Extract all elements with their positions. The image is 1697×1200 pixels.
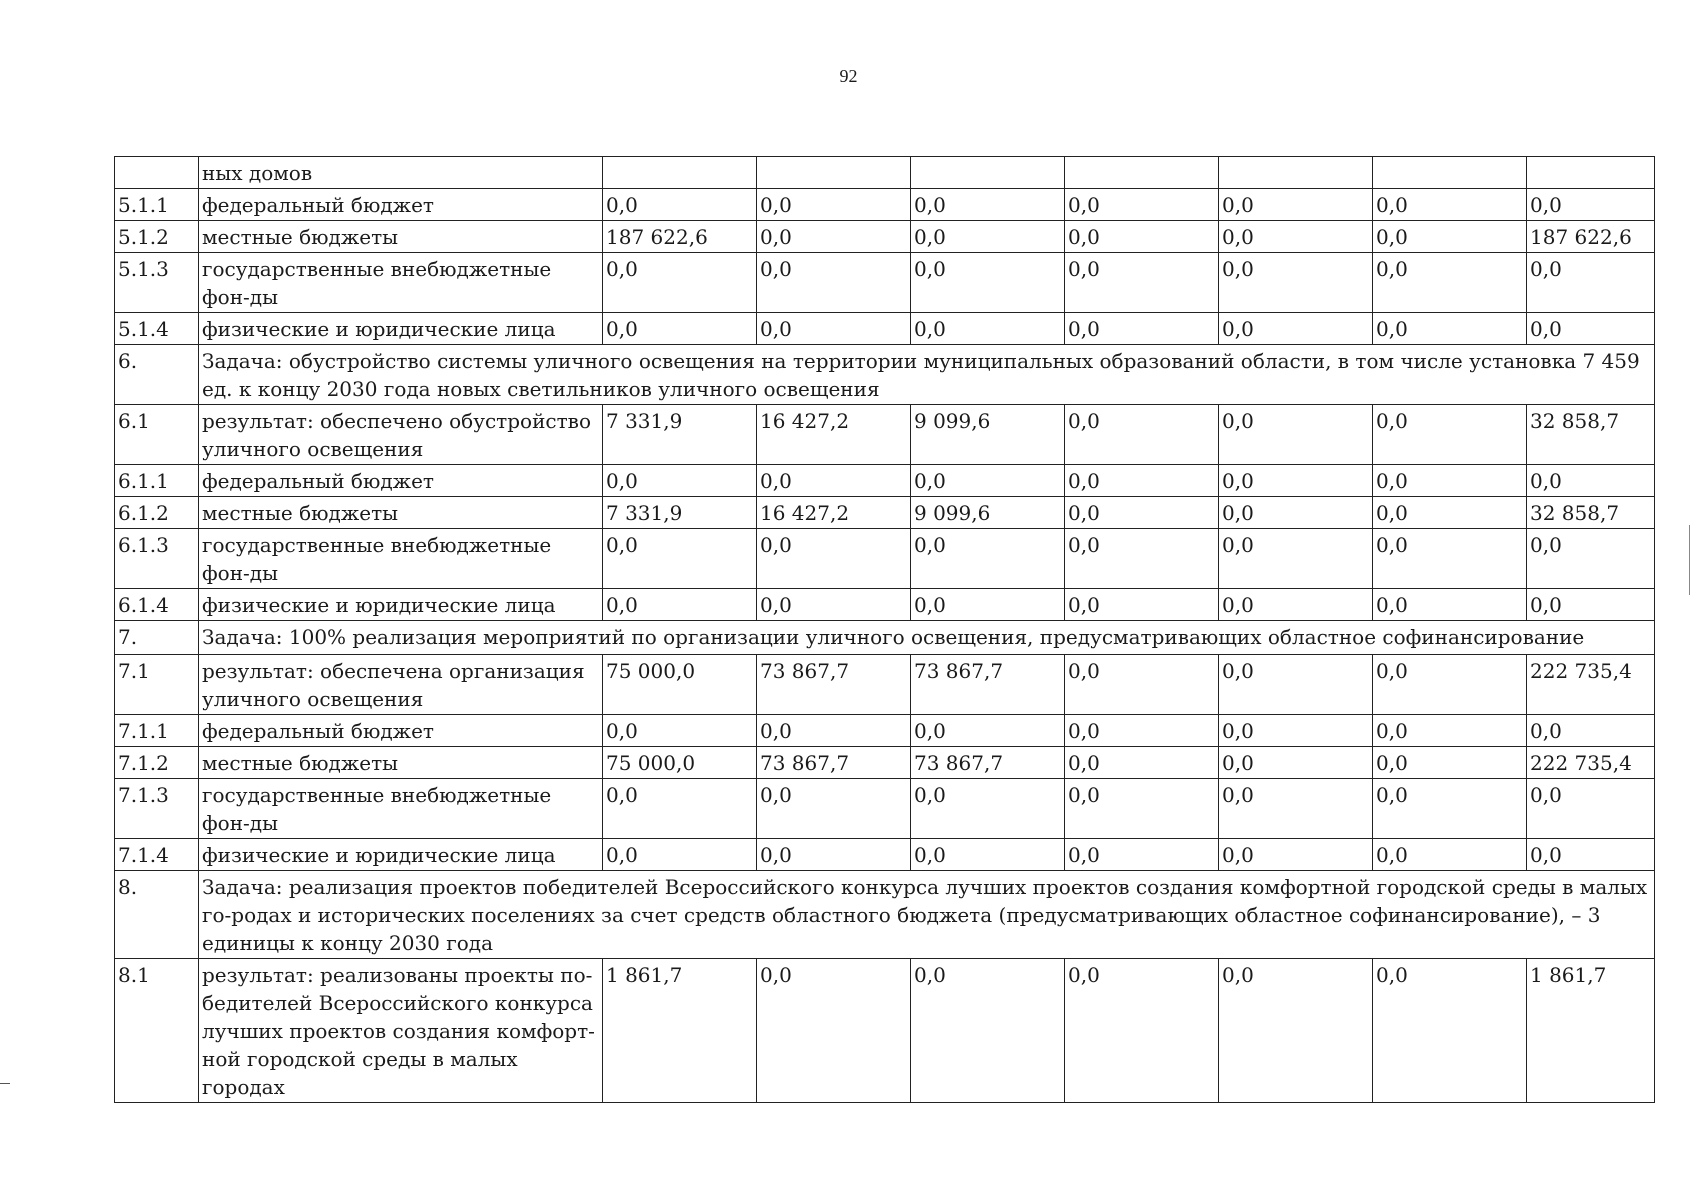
value-cell: 0,0 [1219, 779, 1373, 839]
value-cell: 0,0 [1527, 839, 1655, 871]
row-code: 6.1 [115, 405, 199, 465]
value-cell: 0,0 [1219, 465, 1373, 497]
row-name: результат: обеспечено обустройство уличного освещения [199, 405, 603, 465]
value-cell: 73 867,7 [911, 655, 1065, 715]
value-cell: 0,0 [757, 839, 911, 871]
row-name: государственные внебюджетные фон-ды [199, 779, 603, 839]
value-cell: 0,0 [911, 529, 1065, 589]
row-code: 6. [115, 345, 199, 405]
value-cell: 0,0 [1065, 253, 1219, 313]
value-cell: 1 861,7 [1527, 959, 1655, 1103]
value-cell [1065, 157, 1219, 189]
table-row [115, 313, 1655, 345]
value-cell: 0,0 [1219, 405, 1373, 465]
value-cell: 0,0 [1065, 959, 1219, 1103]
value-cell: 0,0 [1527, 715, 1655, 747]
table-row [115, 189, 1655, 221]
value-cell: 0,0 [1373, 589, 1527, 621]
value-cell: 0,0 [757, 465, 911, 497]
page-number: 92 [839, 66, 858, 86]
value-cell: 0,0 [1373, 529, 1527, 589]
table-row [115, 221, 1655, 253]
row-code: 7. [115, 621, 199, 655]
row-name: местные бюджеты [199, 747, 603, 779]
row-code: 7.1.3 [115, 779, 199, 839]
value-cell: 0,0 [1527, 529, 1655, 589]
value-cell: 75 000,0 [603, 747, 757, 779]
table-body [115, 157, 1655, 1103]
value-cell: 1 861,7 [603, 959, 757, 1103]
task-description: Задача: 100% реализация мероприятий по организации уличного освещения, предусматривающих областное софинансирование [199, 621, 1655, 655]
row-code: 7.1.2 [115, 747, 199, 779]
value-cell: 0,0 [1219, 747, 1373, 779]
row-code: 7.1.1 [115, 715, 199, 747]
value-cell: 0,0 [1373, 959, 1527, 1103]
row-code: 6.1.3 [115, 529, 199, 589]
value-cell: 0,0 [1065, 497, 1219, 529]
row-name: ных домов [199, 157, 603, 189]
scan-edge-mark [0, 1083, 10, 1084]
value-cell [603, 157, 757, 189]
row-code: 5.1.1 [115, 189, 199, 221]
row-code: 6.1.4 [115, 589, 199, 621]
scan-edge-mark-right [1689, 525, 1690, 595]
value-cell: 0,0 [911, 221, 1065, 253]
value-cell: 0,0 [603, 465, 757, 497]
value-cell: 0,0 [1527, 589, 1655, 621]
value-cell: 0,0 [1527, 465, 1655, 497]
value-cell: 0,0 [757, 959, 911, 1103]
table-row [115, 405, 1655, 465]
value-cell: 73 867,7 [911, 747, 1065, 779]
value-cell: 0,0 [1373, 715, 1527, 747]
value-cell: 0,0 [1373, 253, 1527, 313]
row-name: федеральный бюджет [199, 189, 603, 221]
row-name: физические и юридические лица [199, 589, 603, 621]
value-cell: 0,0 [757, 189, 911, 221]
value-cell: 0,0 [603, 189, 757, 221]
table-row [115, 253, 1655, 313]
value-cell: 0,0 [603, 529, 757, 589]
value-cell: 7 331,9 [603, 497, 757, 529]
row-name: физические и юридические лица [199, 839, 603, 871]
row-code: 7.1.4 [115, 839, 199, 871]
row-name: федеральный бюджет [199, 715, 603, 747]
row-code: 5.1.3 [115, 253, 199, 313]
value-cell: 0,0 [1065, 189, 1219, 221]
value-cell: 0,0 [1065, 747, 1219, 779]
value-cell: 7 331,9 [603, 405, 757, 465]
value-cell: 0,0 [757, 221, 911, 253]
value-cell: 0,0 [1219, 497, 1373, 529]
value-cell: 0,0 [1373, 465, 1527, 497]
value-cell: 0,0 [1373, 405, 1527, 465]
value-cell: 0,0 [1219, 189, 1373, 221]
value-cell: 0,0 [1065, 221, 1219, 253]
table-row [115, 655, 1655, 715]
value-cell: 0,0 [1219, 655, 1373, 715]
value-cell [1219, 157, 1373, 189]
row-code: 6.1.1 [115, 465, 199, 497]
value-cell: 0,0 [1373, 497, 1527, 529]
value-cell: 0,0 [603, 715, 757, 747]
value-cell: 0,0 [1373, 313, 1527, 345]
value-cell: 0,0 [603, 253, 757, 313]
row-code: 5.1.2 [115, 221, 199, 253]
value-cell: 73 867,7 [757, 747, 911, 779]
value-cell: 0,0 [1373, 779, 1527, 839]
value-cell [911, 157, 1065, 189]
table-row [115, 959, 1655, 1103]
value-cell: 0,0 [1527, 253, 1655, 313]
value-cell: 0,0 [1219, 959, 1373, 1103]
row-code: 6.1.2 [115, 497, 199, 529]
value-cell: 0,0 [603, 839, 757, 871]
value-cell: 0,0 [1065, 529, 1219, 589]
value-cell: 0,0 [911, 779, 1065, 839]
value-cell: 0,0 [1219, 313, 1373, 345]
value-cell: 32 858,7 [1527, 405, 1655, 465]
value-cell: 0,0 [757, 779, 911, 839]
value-cell [757, 157, 911, 189]
row-code: 5.1.4 [115, 313, 199, 345]
value-cell: 16 427,2 [757, 497, 911, 529]
value-cell: 0,0 [1219, 589, 1373, 621]
value-cell: 0,0 [603, 779, 757, 839]
value-cell: 222 735,4 [1527, 655, 1655, 715]
value-cell: 0,0 [1373, 747, 1527, 779]
row-name: местные бюджеты [199, 221, 603, 253]
task-description: Задача: реализация проектов победителей Всероссийского конкурса лучших проектов создания комфортной городской среды в малых го-родах и исторических поселениях за счет средств областного бюджета (предусматривающих областное софинансирование), – 3 единицы к концу 2030 года [199, 871, 1655, 959]
value-cell: 0,0 [757, 529, 911, 589]
value-cell: 0,0 [1373, 655, 1527, 715]
value-cell: 32 858,7 [1527, 497, 1655, 529]
row-name: федеральный бюджет [199, 465, 603, 497]
value-cell: 0,0 [757, 715, 911, 747]
row-code [115, 157, 199, 189]
table-row [115, 715, 1655, 747]
value-cell: 0,0 [1065, 313, 1219, 345]
value-cell: 0,0 [911, 189, 1065, 221]
table-row [115, 589, 1655, 621]
row-name: государственные внебюджетные фон-ды [199, 529, 603, 589]
value-cell: 222 735,4 [1527, 747, 1655, 779]
value-cell: 187 622,6 [603, 221, 757, 253]
value-cell: 0,0 [911, 253, 1065, 313]
table-row [115, 465, 1655, 497]
value-cell: 0,0 [757, 313, 911, 345]
value-cell: 16 427,2 [757, 405, 911, 465]
row-name: государственные внебюджетные фон-ды [199, 253, 603, 313]
row-code: 8. [115, 871, 199, 959]
table-row [115, 779, 1655, 839]
value-cell: 0,0 [757, 253, 911, 313]
value-cell [1373, 157, 1527, 189]
table-row [115, 839, 1655, 871]
value-cell: 0,0 [911, 465, 1065, 497]
task-description: Задача: обустройство системы уличного освещения на территории муниципальных образований области, в том числе установка 7 459 ед. к концу 2030 года новых светильников уличного освещения [199, 345, 1655, 405]
row-code: 7.1 [115, 655, 199, 715]
value-cell: 0,0 [1065, 715, 1219, 747]
value-cell [1527, 157, 1655, 189]
table-row [115, 747, 1655, 779]
task-row [115, 621, 1655, 655]
value-cell: 0,0 [1373, 221, 1527, 253]
value-cell: 0,0 [1219, 839, 1373, 871]
value-cell: 0,0 [1219, 529, 1373, 589]
value-cell: 0,0 [1373, 189, 1527, 221]
value-cell: 187 622,6 [1527, 221, 1655, 253]
task-row [115, 871, 1655, 959]
budget-table [114, 156, 1655, 1103]
value-cell: 0,0 [1527, 313, 1655, 345]
value-cell: 0,0 [1219, 221, 1373, 253]
value-cell: 0,0 [1219, 253, 1373, 313]
value-cell: 0,0 [911, 959, 1065, 1103]
value-cell: 0,0 [911, 839, 1065, 871]
value-cell: 0,0 [1527, 189, 1655, 221]
value-cell: 0,0 [1219, 715, 1373, 747]
value-cell: 0,0 [1065, 839, 1219, 871]
value-cell: 9 099,6 [911, 497, 1065, 529]
value-cell: 0,0 [1065, 655, 1219, 715]
value-cell: 0,0 [911, 313, 1065, 345]
value-cell: 0,0 [911, 589, 1065, 621]
table-row [115, 529, 1655, 589]
value-cell: 0,0 [1065, 405, 1219, 465]
value-cell: 0,0 [1373, 839, 1527, 871]
value-cell: 9 099,6 [911, 405, 1065, 465]
value-cell: 75 000,0 [603, 655, 757, 715]
row-code: 8.1 [115, 959, 199, 1103]
row-name: физические и юридические лица [199, 313, 603, 345]
value-cell: 0,0 [757, 589, 911, 621]
value-cell: 73 867,7 [757, 655, 911, 715]
row-name: результат: обеспечена организация уличного освещения [199, 655, 603, 715]
row-name: местные бюджеты [199, 497, 603, 529]
table-row [115, 497, 1655, 529]
value-cell: 0,0 [1065, 465, 1219, 497]
value-cell: 0,0 [1065, 589, 1219, 621]
value-cell: 0,0 [911, 715, 1065, 747]
value-cell: 0,0 [603, 589, 757, 621]
value-cell: 0,0 [1065, 779, 1219, 839]
value-cell: 0,0 [603, 313, 757, 345]
table-row [115, 157, 1655, 189]
value-cell: 0,0 [1527, 779, 1655, 839]
row-name: результат: реализованы проекты по-бедителей Всероссийского конкурса лучших проектов создания комфорт-ной городской среды в малых городах [199, 959, 603, 1103]
task-row [115, 345, 1655, 405]
